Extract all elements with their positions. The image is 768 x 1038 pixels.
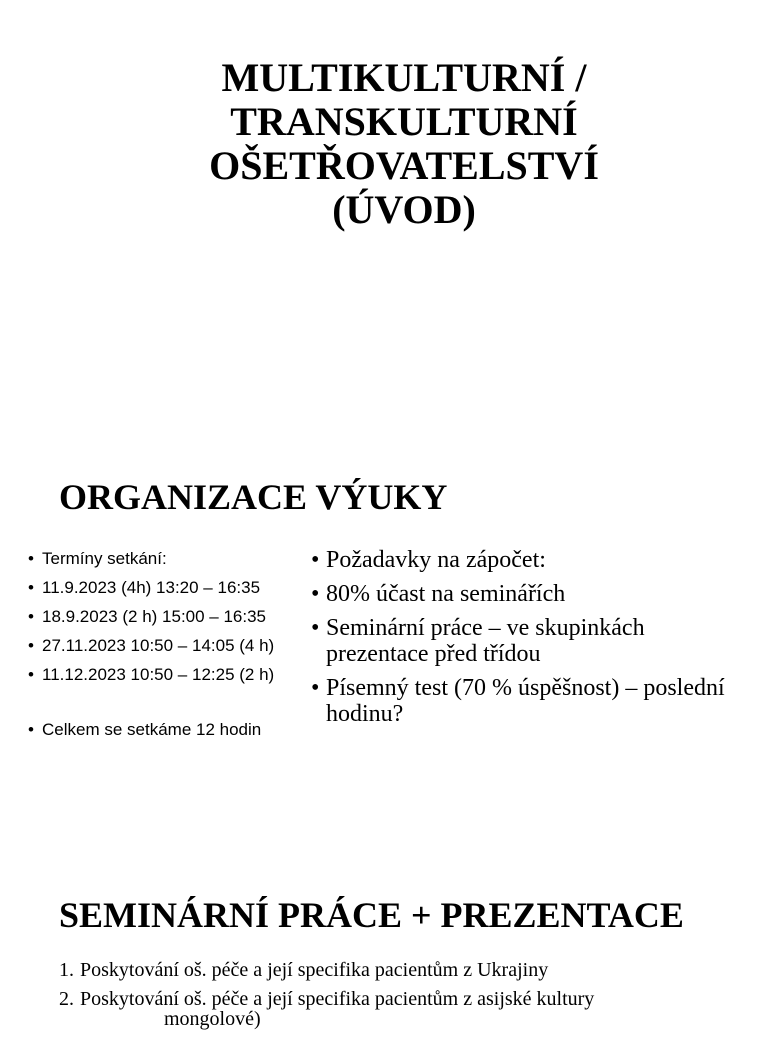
title-line: OŠETŘOVATELSTVÍ xyxy=(209,143,599,188)
title-line: (ÚVOD) xyxy=(332,187,476,232)
list-item: • 11.9.2023 (4h) 13:20 – 16:35 xyxy=(26,578,276,598)
list-item: • Požadavky na zápočet: xyxy=(309,547,729,573)
seminar-heading: SEMINÁRNÍ PRÁCE + PREZENTACE xyxy=(59,895,684,935)
list-item: • 80% účast na seminářích xyxy=(309,581,729,607)
slide-title xyxy=(0,56,768,232)
list-item xyxy=(59,960,699,980)
title-line: TRANSKULTURNÍ xyxy=(230,99,578,144)
item-number: 2. xyxy=(59,988,74,1010)
item-continuation: mongolové) xyxy=(164,1008,261,1030)
list-item: • Písemný test (70 % úspěšnost) – poslední hodinu? xyxy=(309,675,729,727)
requirements-list xyxy=(309,547,729,735)
list-item xyxy=(59,989,699,1029)
list-item: • Seminární práce – ve skupinkách prezentace před třídou xyxy=(309,615,729,667)
topics-list xyxy=(59,960,699,1038)
item-text: Poskytování oš. péče a její specifika pacientům z Ukrajiny xyxy=(80,959,549,981)
list-item: • 11.12.2023 10:50 – 12:25 (2 h) xyxy=(26,665,276,685)
title-line: MULTIKULTURNÍ / xyxy=(221,55,587,100)
item-number: 1. xyxy=(59,959,74,981)
organization-heading: ORGANIZACE VÝUKY xyxy=(59,477,448,517)
item-text: Poskytování oš. péče a její specifika pacientům z asijské kultury xyxy=(80,988,595,1010)
list-item: • 18.9.2023 (2 h) 15:00 – 16:35 xyxy=(26,607,276,627)
schedule-list xyxy=(26,549,276,749)
list-item: • Celkem se setkáme 12 hodin xyxy=(26,720,276,740)
list-item: • Termíny setkání: xyxy=(26,549,276,569)
list-item: • 27.11.2023 10:50 – 14:05 (4 h) xyxy=(26,636,276,656)
